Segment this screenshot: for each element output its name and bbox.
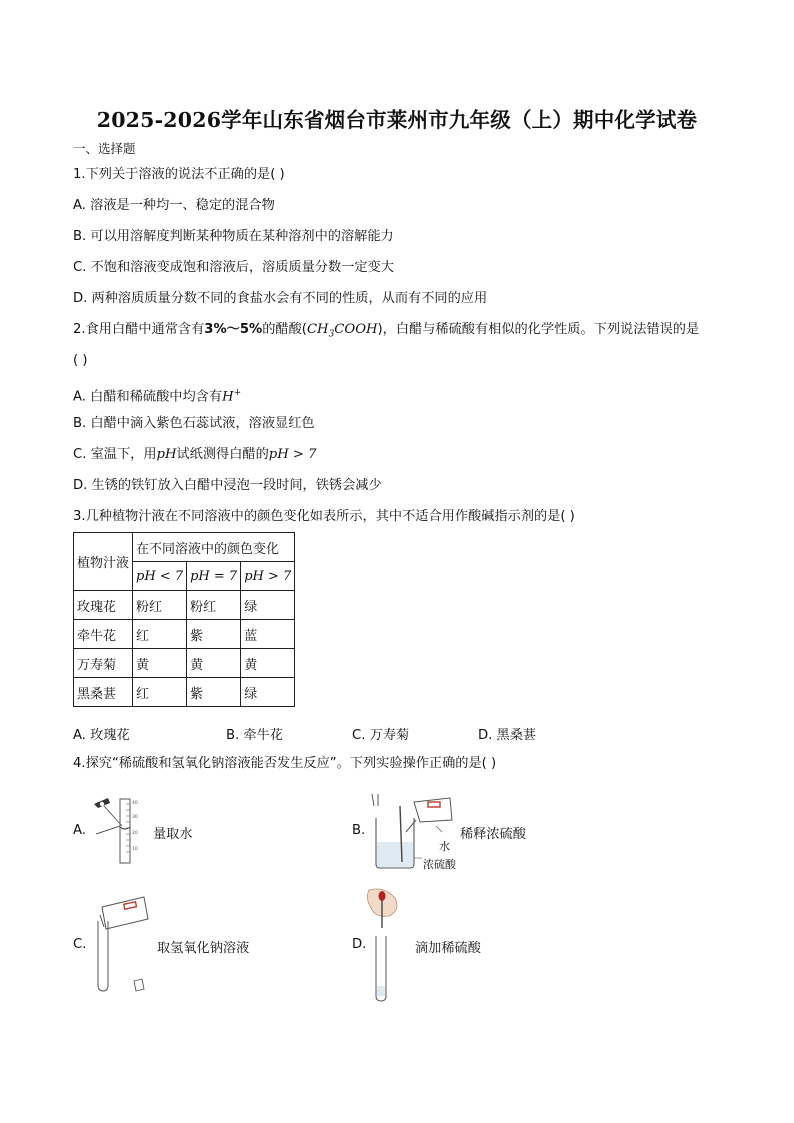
q1-option-c: C. 不饱和溶液变成饱和溶液后，溶质质量分数一定变大 <box>73 260 394 275</box>
table-cell: 黑桑葚 <box>74 678 133 707</box>
q2-formula-sub: 3 <box>328 329 335 340</box>
cylinder-tick-30: 30 <box>132 815 138 820</box>
q2-option-a-text: A. 白醋和稀硫酸中均含有 <box>73 389 223 405</box>
q4-option-b-letter: B. <box>352 823 366 838</box>
table-head-ph-neutral: pH = 7 <box>190 568 238 584</box>
q2-option-c <box>73 446 317 464</box>
q4-option-a-letter: A. <box>73 823 86 838</box>
table-cell: 牵牛花 <box>74 620 133 649</box>
q2-formula-a: CH <box>306 322 329 337</box>
q2-option-c-ph1: pH <box>156 447 177 462</box>
q1-option-d: D. 两种溶质质量分数不同的食盐水会有不同的性质，从而有不同的应用 <box>73 291 488 306</box>
q2-formula-b: COOH <box>334 322 378 337</box>
q2-option-c-part-b: 试纸测得白醋的 <box>176 447 269 462</box>
table-cell: 粉红 <box>133 591 187 620</box>
q2-option-d: D. 生锈的铁钉放入白醋中浸泡一段时间，铁锈会减少 <box>73 478 382 493</box>
q3-option-b: B. 牵牛花 <box>226 728 283 743</box>
q3-option-c: C. 万寿菊 <box>352 728 410 743</box>
table-cell: 紫 <box>187 620 241 649</box>
table-head-group: 在不同溶液中的颜色变化 <box>133 533 295 562</box>
q3-option-a: A. 玫瑰花 <box>73 728 130 743</box>
q1-option-b: B. 可以用溶解度判断某种物质在某种溶剂中的溶解能力 <box>73 229 394 244</box>
table-cell: 玫瑰花 <box>74 591 133 620</box>
dropper-tube-figure <box>365 888 415 1003</box>
table-cell: 黄 <box>241 649 295 678</box>
q2-option-c-ph2: pH > 7 <box>268 447 317 462</box>
cylinder-tick-40: 40 <box>132 801 138 806</box>
table-row <box>74 649 295 678</box>
table-cell: 红 <box>133 620 187 649</box>
q3-option-d: D. 黑桑葚 <box>478 728 537 743</box>
q4-option-d-letter: D. <box>352 937 367 952</box>
indicator-table <box>73 532 295 707</box>
table-cell: 红 <box>133 678 187 707</box>
table-cell: 绿 <box>241 591 295 620</box>
q3-stem: 3.几种植物汁液在不同溶液中的颜色变化如表所示，其中不适合用作酸碱指示剂的是( ) <box>73 509 575 524</box>
q2-option-a-charge: + <box>233 388 242 398</box>
q2-option-c-part-a: C. 室温下，用 <box>73 447 157 462</box>
q2-stem-percent: 3%～5% <box>204 322 263 337</box>
table-cell: 黄 <box>187 649 241 678</box>
q2-option-a-ion: H <box>222 389 234 405</box>
page-title: 2025-2026学年山东省烟台市莱州市九年级（上）期中化学试卷 <box>96 108 698 132</box>
graduated-cylinder-figure <box>88 796 148 866</box>
q4-option-c-letter: C. <box>73 937 87 952</box>
q2-stem-part-a: 2.食用白醋中通常含有 <box>73 322 205 337</box>
table-cell: 万寿菊 <box>74 649 133 678</box>
fig-label-water: 水 <box>439 840 450 853</box>
table-row <box>74 620 295 649</box>
table-row <box>74 591 295 620</box>
table-cell: 绿 <box>241 678 295 707</box>
q2-stem-part-b: 的醋酸( <box>262 322 307 337</box>
table-row <box>74 678 295 707</box>
table-cell: 蓝 <box>241 620 295 649</box>
q1-option-a: A. 溶液是一种均一、稳定的混合物 <box>73 198 275 213</box>
fig-label-acid: 浓硫酸 <box>423 858 456 871</box>
table-head-plant: 植物汁液 <box>74 533 133 591</box>
table-cell: 黄 <box>133 649 187 678</box>
q4-option-d-label: 滴加稀硫酸 <box>415 941 481 956</box>
cylinder-tick-20: 20 <box>132 831 138 836</box>
q2-stem <box>73 321 699 344</box>
section-heading: 一、选择题 <box>73 141 136 156</box>
pouring-reagent-figure <box>90 893 160 993</box>
table-cell: 粉红 <box>187 591 241 620</box>
q4-option-c-label: 取氢氧化钠溶液 <box>157 941 250 956</box>
q4-stem: 4.探究“稀硫酸和氢氧化钠溶液能否发生反应”。下列实验操作正确的是( ) <box>73 756 497 771</box>
table-cell: 紫 <box>187 678 241 707</box>
q2-option-a <box>73 384 241 406</box>
cylinder-tick-10: 10 <box>132 847 138 852</box>
q1-stem: 1.下列关于溶液的说法不正确的是( ) <box>73 167 285 182</box>
table-row <box>74 533 295 562</box>
q4-option-b-label: 稀释浓硫酸 <box>460 827 526 842</box>
table-head-ph-acid: pH < 7 <box>136 568 184 584</box>
q2-stem-paren: ( ) <box>73 353 88 368</box>
q2-option-b: B. 白醋中滴入紫色石蕊试液，溶液显红色 <box>73 416 315 431</box>
q2-stem-part-c: )，白醋与稀硫酸有相似的化学性质。下列说法错误的是 <box>377 322 700 337</box>
table-head-ph-base: pH > 7 <box>244 568 292 584</box>
q4-option-a-label: 量取水 <box>153 827 193 842</box>
